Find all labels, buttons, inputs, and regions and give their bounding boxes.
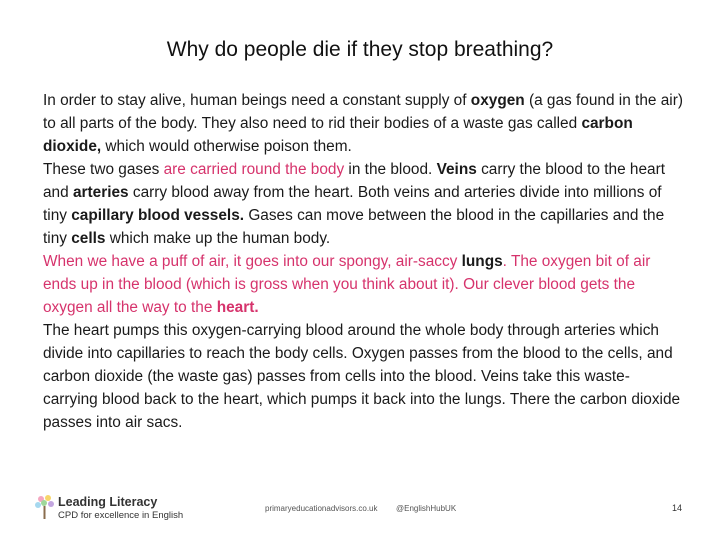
page-number: 14 <box>672 503 683 513</box>
p2-text: These two gases <box>43 161 164 178</box>
paragraph-1 <box>43 89 683 158</box>
leading-literacy-logo-icon <box>34 494 56 520</box>
keyword-heart: heart. <box>216 299 259 316</box>
slide-body <box>43 89 683 434</box>
footer-url: primaryeducationadvisors.co.uk <box>265 504 378 513</box>
paragraph-3 <box>43 250 683 319</box>
keyword-lungs: lungs <box>461 253 503 270</box>
logo-subtitle: CPD for excellence in English <box>58 510 184 521</box>
keyword-cells: cells <box>71 230 106 247</box>
keyword-oxygen: oxygen <box>470 92 525 109</box>
p1-text: In order to stay alive, human beings need a constant supply of <box>43 92 471 109</box>
p3-text: When we have a puff of air, it goes into our spongy, air-saccy <box>43 253 462 270</box>
paragraph-4 <box>43 319 683 434</box>
footer-handle: @EnglishHubUK <box>396 504 457 513</box>
p2-text: Gases can move between the blood in the capillaries and the tiny <box>43 207 665 247</box>
p2-text: carry the blood to the heart and <box>43 161 666 201</box>
highlight-carried-round: are carried round the body <box>163 161 345 178</box>
p4-text: The heart pumps this oxygen-carrying blood around the whole body through arteries which divide into capillaries to reach the body cells. Oxygen passes from the blood to the cells, and carbon dioxide (the waste gas) passes from cells into the blood. Veins take this waste-carrying blood back to the heart, which pumps it back into the lungs. There the carbon dioxide passes into air sacs. <box>43 322 681 431</box>
slide-title: Why do people die if they stop breathing? <box>166 38 554 61</box>
p1-text: (a gas found in the air) to all parts of the body. They also need to rid their bodies of a waste gas called <box>43 92 683 132</box>
keyword-arteries: arteries <box>72 184 129 201</box>
p2-text: in the blood. <box>344 161 437 178</box>
logo-title: Leading Literacy <box>58 495 158 509</box>
footer <box>0 490 720 530</box>
paragraph-2 <box>43 158 683 250</box>
p2-text: carry blood away from the heart. Both veins and arteries divide into millions of tiny <box>43 184 662 224</box>
p1-text: which would otherwise poison them. <box>101 138 352 155</box>
p3-text: . The oxygen bit of air ends up in the blood (which is gross when you think about it). Our clever blood gets the oxygen all the way to the <box>43 253 651 316</box>
keyword-veins: Veins <box>436 161 477 178</box>
keyword-capillary: capillary blood vessels. <box>71 207 245 224</box>
keyword-carbon-dioxide: carbon dioxide, <box>43 115 633 155</box>
p2-text: which make up the human body. <box>105 230 331 247</box>
